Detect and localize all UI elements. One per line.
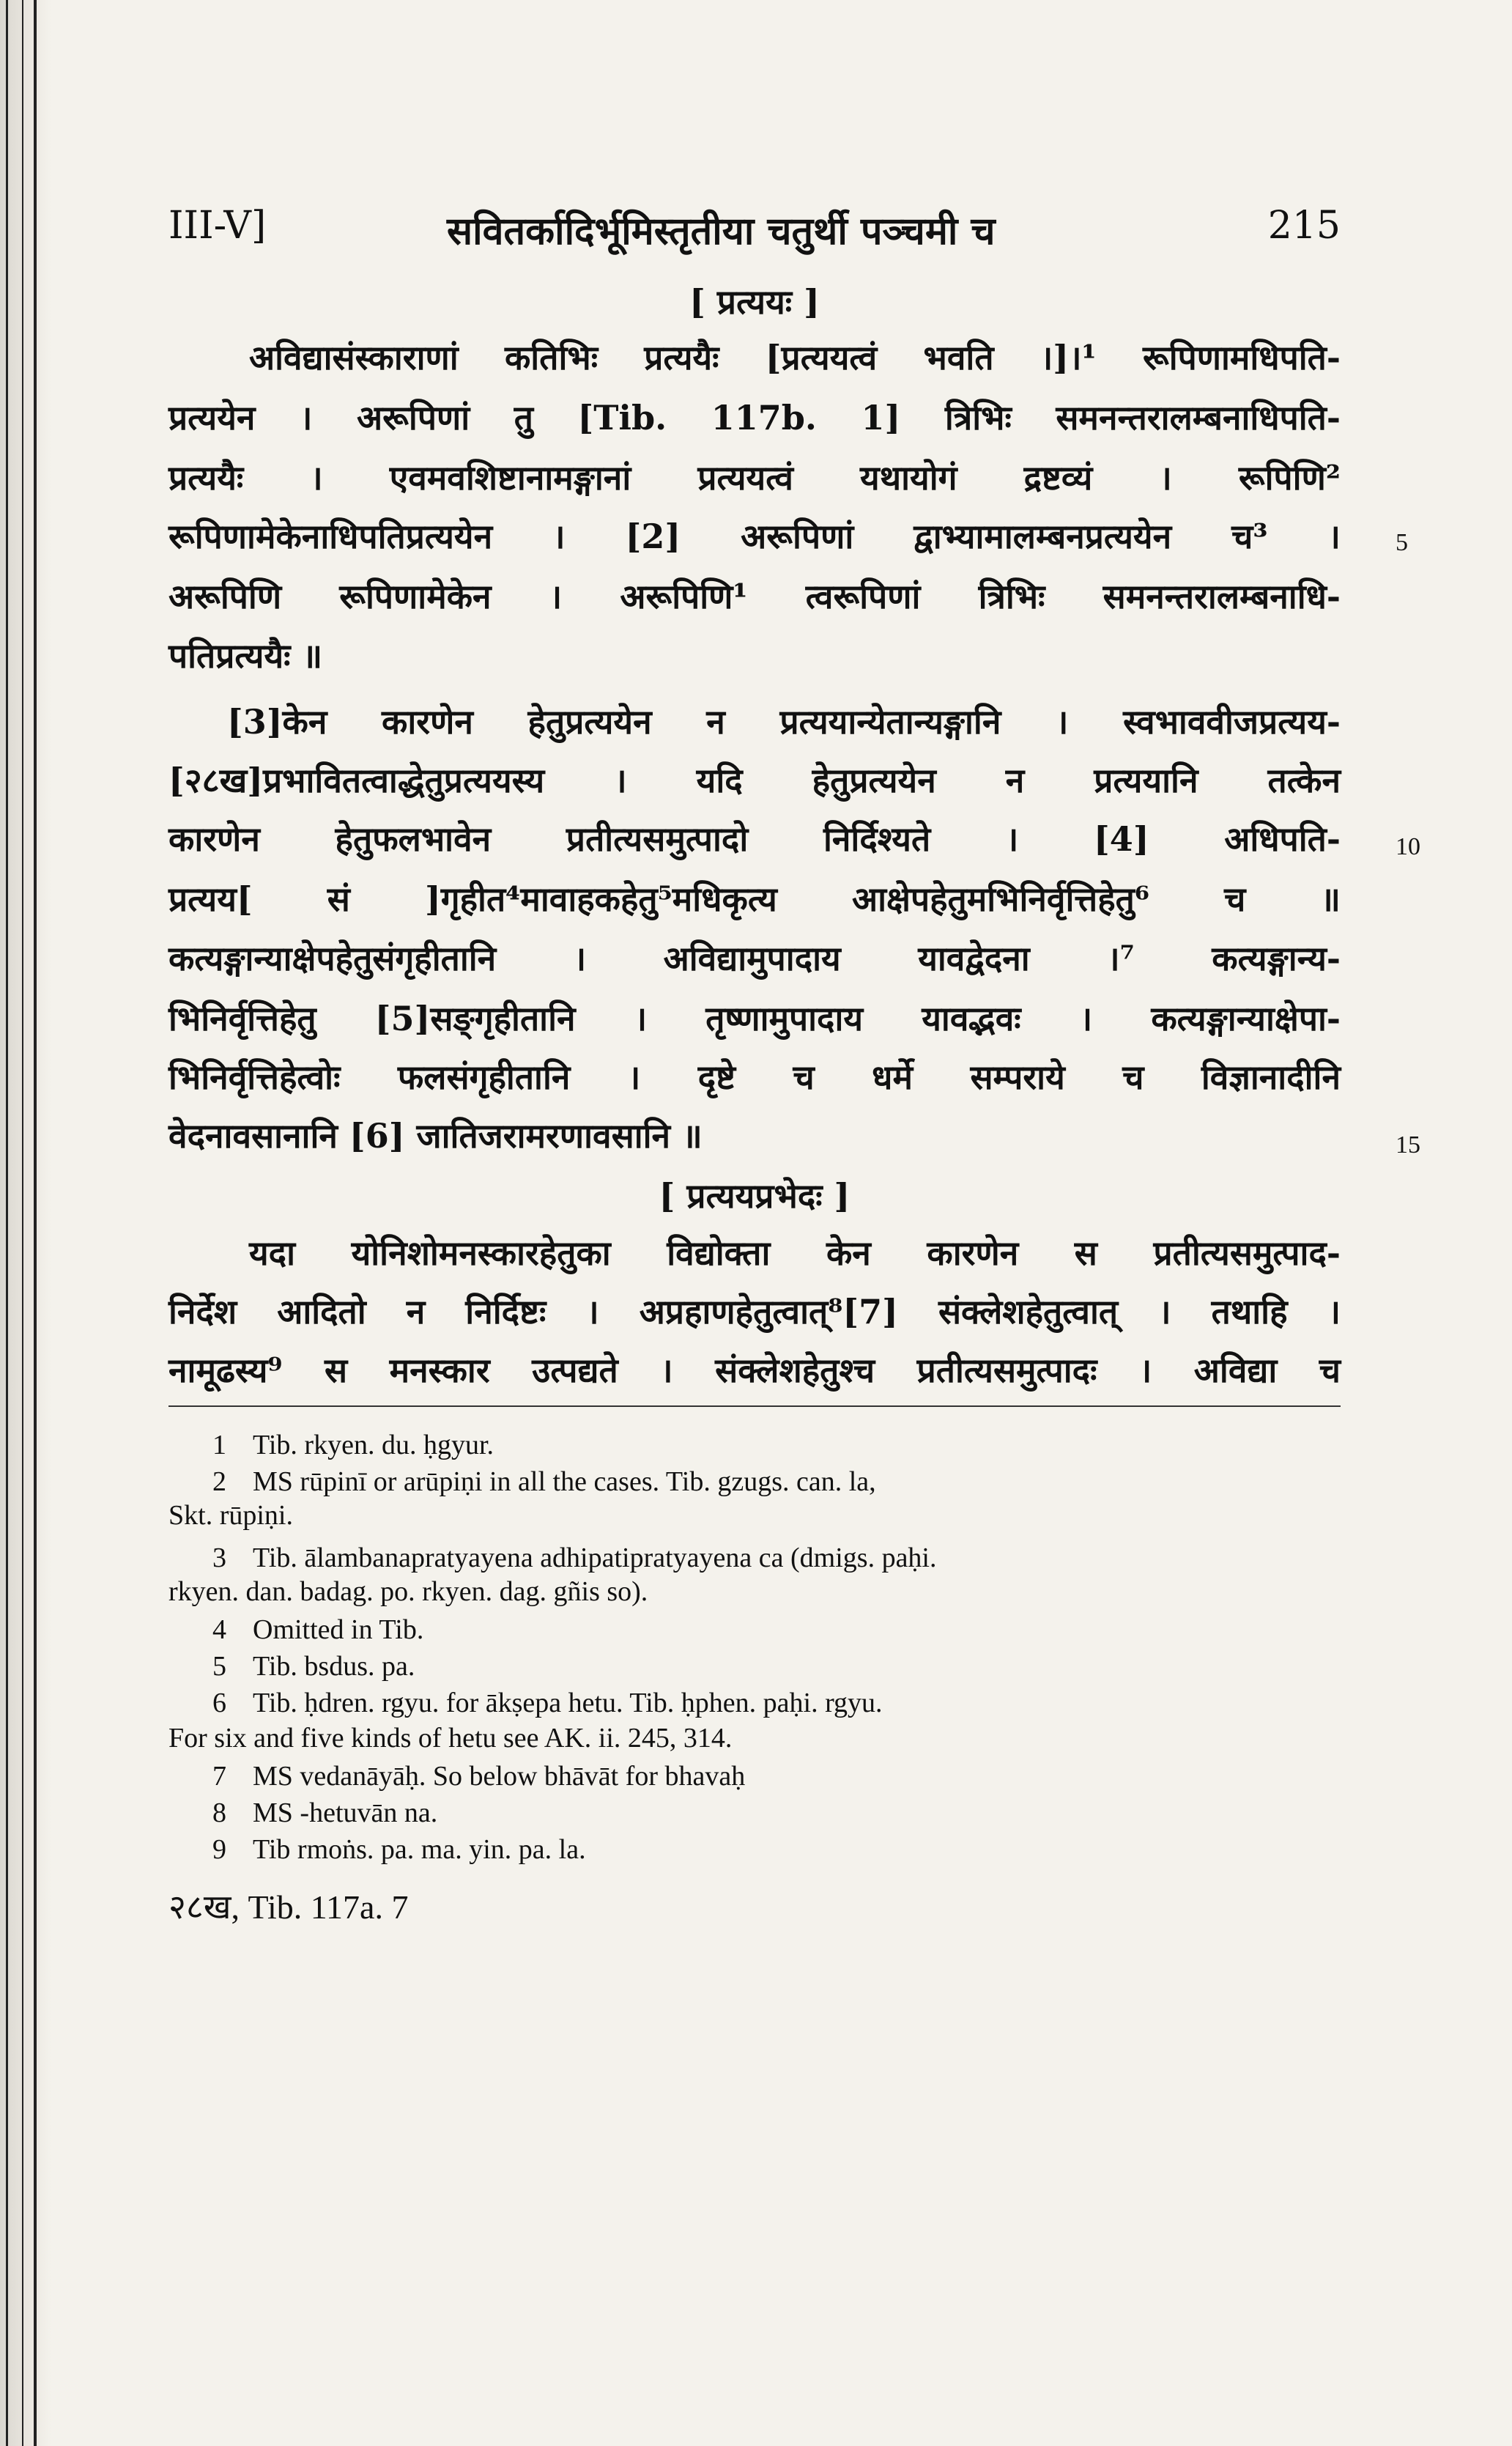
footnote xyxy=(212,1757,745,1795)
footnote-text: Tib. rkyen. du. ḥgyur. xyxy=(253,1430,494,1460)
footnote-text: For six and five kinds of hetu see AK. ii. 245, 314. xyxy=(168,1723,733,1754)
section-range: III-V] xyxy=(168,204,267,248)
footnote-number: 9 xyxy=(212,1834,226,1865)
text-line: निर्देश आदितो न निर्दिष्टः । अप्रहाणहेतुत्वात्⁸[7] संक्लेशहेतुत्वात् । तथाहि । xyxy=(168,1292,1341,1331)
footnote xyxy=(212,1463,876,1501)
text-line: नामूढस्य⁹ स मनस्कार उत्पद्यते । संक्लेशहेतुश्च प्रतीत्यसमुत्पादः । अविद्या च xyxy=(168,1351,1341,1390)
footnote-number: 3 xyxy=(212,1542,226,1573)
text-line: कत्यङ्गान्याक्षेपहेतुसंगृहीतानि । अविद्यामुपादाय यावद्वेदना ।⁷ कत्यङ्गान्य- xyxy=(168,939,1341,978)
footnote xyxy=(212,1830,586,1869)
section-heading: [ प्रत्ययः ] xyxy=(689,282,820,322)
footnote-text: MS vedanāyāḥ. So below bhāvāt for bhavaḥ xyxy=(253,1761,746,1792)
footnote-text: Skt. rūpiṇi. xyxy=(168,1500,293,1531)
section-heading: [ प्रत्ययप्रभेदः ] xyxy=(659,1176,850,1216)
footnote-continuation xyxy=(168,1719,732,1757)
text-line: प्रत्ययैः । एवमवशिष्टानामङ्गानां प्रत्ययत्वं यथायोगं द्रष्टव्यं । रूपिणि² xyxy=(168,458,1341,498)
footnote xyxy=(212,1684,883,1722)
footnote-number: 1 xyxy=(212,1430,226,1460)
footnote-text: Tib. ḥdren. rgyu. for ākṣepa hetu. Tib. ḥphen. paḥi. rgyu. xyxy=(253,1688,883,1718)
text-line: कारणेन हेतुफलभावेन प्रतीत्यसमुत्पादो निर्दिश्यते । [4] अधिपति- xyxy=(168,819,1341,859)
footnote-text: MS -hetuvān na. xyxy=(253,1797,438,1828)
footnote xyxy=(212,1611,423,1649)
text-line: भिनिर्वृत्तिहेत्वोः फलसंगृहीतानि । दृष्टे च धर्मे सम्पराये च विज्ञानादीनि xyxy=(168,1057,1341,1097)
footnote xyxy=(212,1539,937,1577)
running-head xyxy=(168,204,1341,262)
footnote-number: 7 xyxy=(212,1761,226,1792)
binding-edge-line xyxy=(22,0,23,2446)
binding-edge-line xyxy=(6,0,8,2446)
running-title: सवितर्कादिर्भूमिस्तृतीया चतुर्थी पञ्चमी च xyxy=(447,209,996,254)
text-line: [२८ख]प्रभावितत्वाद्धेतुप्रत्ययस्य । यदि हेतुप्रत्ययेन न प्रत्ययानि तत्केन xyxy=(168,761,1341,800)
footnote-text: Omitted in Tib. xyxy=(253,1614,424,1645)
text-line: अरूपिणि रूपिणामेकेन । अरूपिणि¹ त्वरूपिणां त्रिभिः समनन्तरालम्बनाधि- xyxy=(168,577,1341,616)
binding-edge-line xyxy=(34,0,37,2446)
footnote-separator xyxy=(168,1405,1341,1407)
text-line: पतिप्रत्ययैः ॥ xyxy=(168,636,322,676)
footnote-number: 6 xyxy=(212,1688,226,1718)
text-line: भिनिर्वृत्तिहेतु [5]सङ्गृहीतानि । तृष्णामुपादाय यावद्भवः । कत्यङ्गान्याक्षेपा- xyxy=(168,999,1341,1038)
line-number-margin: 5 xyxy=(1396,529,1408,556)
text-line: रूपिणामेकेनाधिपतिप्रत्ययेन । [2] अरूपिणां द्वाभ्यामालम्बनप्रत्ययेन च³ । xyxy=(168,517,1341,556)
text-line: [3]केन कारणेन हेतुप्रत्ययेन न प्रत्ययान्येतान्यङ्गानि । स्वभाववीजप्रत्यय- xyxy=(227,702,1341,742)
footnote-text: Tib rmoṅs. pa. ma. yin. pa. la. xyxy=(253,1834,586,1865)
text-line: प्रत्यय[ सं ]गृहीत⁴मावाहकहेतु⁵मधिकृत्य आक्षेपहेतुमभिनिर्वृत्तिहेतु⁶ च ॥ xyxy=(168,879,1341,919)
footnote-text: Tib. ālambanapratyayena adhipatipratyayena ca (dmigs. paḥi. xyxy=(253,1542,937,1573)
footnote-text: Tib. bsdus. pa. xyxy=(253,1651,415,1682)
footnote xyxy=(212,1426,494,1464)
text-line: वेदनावसानानि [6] जातिजरामरणावसानि ॥ xyxy=(168,1116,703,1156)
text-line: यदा योनिशोमनस्कारहेतुका विद्योक्ता केन कारणेन स प्रतीत्यसमुत्पाद- xyxy=(249,1233,1341,1273)
footnote-continuation xyxy=(168,1573,648,1611)
page-number: 215 xyxy=(1267,204,1341,248)
folio-reference: २८ख, Tib. 117a. 7 xyxy=(168,1888,409,1926)
footnote xyxy=(212,1647,415,1685)
footnote-number: 2 xyxy=(212,1466,226,1497)
line-number-margin: 10 xyxy=(1396,833,1420,860)
footnote-number: 8 xyxy=(212,1797,226,1828)
page xyxy=(168,0,1420,2446)
footnote xyxy=(212,1794,437,1832)
footnote-text: MS rūpinī or arūpiṇi in all the cases. Tib. gzugs. can. la, xyxy=(253,1466,876,1497)
text-line: अविद्यासंस्काराणां कतिभिः प्रत्ययैः [प्रत्ययत्वं भवति ।]।¹ रूपिणामधिपति- xyxy=(249,338,1341,377)
footnote-number: 4 xyxy=(212,1614,226,1645)
text-line: प्रत्ययेन । अरूपिणां तु [Tib. 117b. 1] त्रिभिः समनन्तरालम्बनाधिपति- xyxy=(168,398,1341,437)
footnote-text: rkyen. dan. badag. po. rkyen. dag. gñis so). xyxy=(168,1576,648,1607)
footnote-continuation xyxy=(168,1496,293,1534)
line-number-margin: 15 xyxy=(1396,1131,1420,1159)
footnote-number: 5 xyxy=(212,1651,226,1682)
